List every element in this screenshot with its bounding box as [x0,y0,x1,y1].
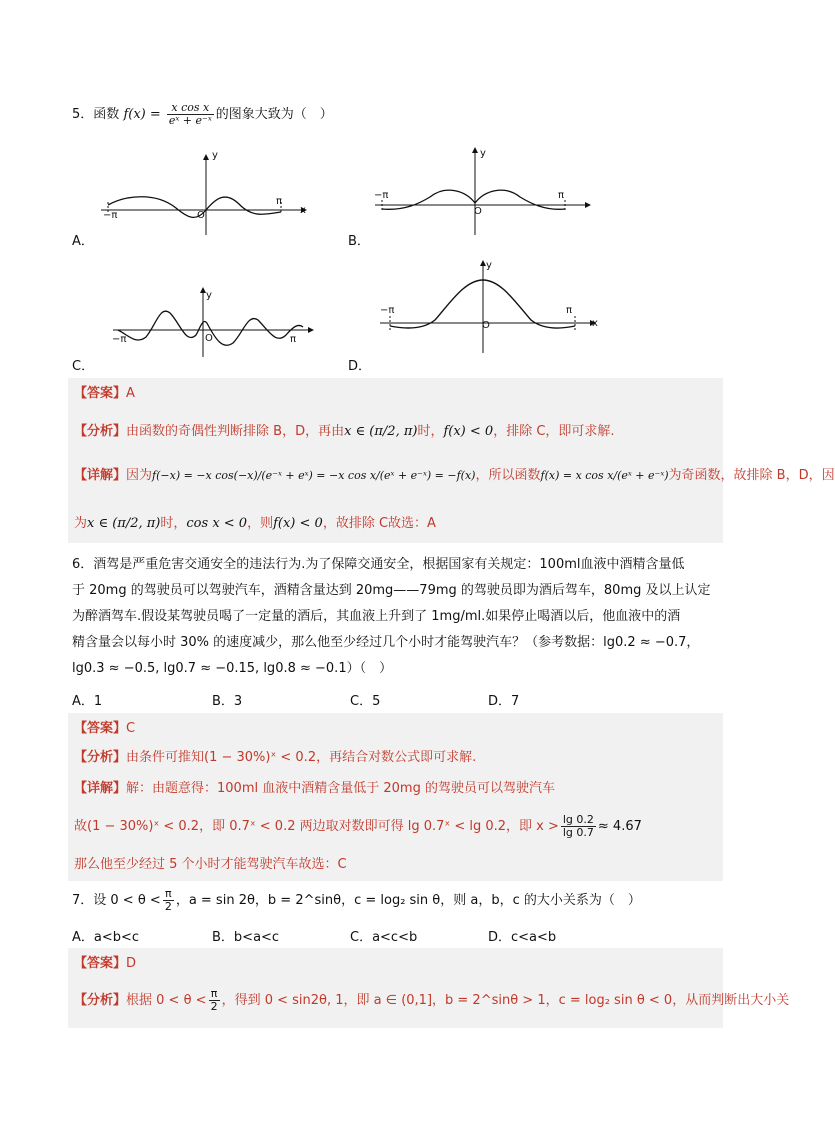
option-a-graph [96,150,316,240]
q6-analysis: 【分析】由条件可推知(1 − 30%)ˣ < 0.2，再结合对数公式即可求解. [74,750,477,765]
graph-c-origin: O [205,333,213,344]
curve [108,197,281,218]
q6-line-5: lg0.3 ≈ −0.5, lg0.7 ≈ −0.15, lg0.8 ≈ −0.1）（ ） [72,661,393,676]
q5-fraction [167,102,214,127]
q5-analysis: 【分析】由函数的奇偶性判断排除 B，D，再由x ∈ (π/2, π)时，f(x) < 0，排除 C，即可求解. [74,424,615,439]
q5-stem-post: 的图象大致为（ ） [215,107,333,122]
q6-line-1: 6．酒驾是严重危害交通安全的违法行为.为了保障交通安全，根据国家有关规定：100ml血液中酒精含量低 [72,557,685,572]
q5-number: 5． [72,107,94,122]
graph-c-y: y [206,290,212,301]
q5-stem [72,102,333,127]
q5-answer: 【答案】A [74,386,135,401]
option-b-graph [370,145,600,240]
graph-b-y: y [480,148,486,159]
option-a-label[interactable]: A． [72,234,94,249]
q6-detail-2: 故(1 − 30%)ˣ < 0.2，即 0.7ˣ < 0.2 两边取对数即可得 lg 0.7ˣ < lg 0.2，即 x > $\frac{\lg 0.2}{\lg 0.7}$ ≈ 4.67 [74,813,642,839]
graph-a-x: x [300,205,306,216]
q7-solution [68,948,790,1028]
q7-choice-c[interactable]: C．a<c<b [350,930,418,945]
option-c-label[interactable]: C． [72,359,95,374]
graph-d-y: y [486,260,492,271]
graph-b-origin: O [474,206,482,217]
q6-detail-3: 那么他至少经过 5 个小时才能驾驶汽车故选：C [74,857,347,872]
q6-line-3: 为醉酒驾车.假设某驾驶员喝了一定量的酒后，其血液上升到了 1mg/ml.如果停止喝酒以后，他血液中的酒 [72,609,681,624]
q6-line-2: 于 20mg 的驾驶员可以驾驶汽车，酒精含量达到 20mg——79mg 的驾驶员即为酒后驾车，80mg 及以上认定 [72,583,711,598]
q6-detail: 【详解】解：由题意得：100ml 血液中酒精含量低于 20mg 的驾驶员可以驾驶汽车 [74,781,555,796]
graph-d-pi: π [566,305,573,316]
graph-a-y: y [212,150,218,161]
q6-line-4: 精含量会以每小时 30% 的速度减少，那么他至少经过几个小时才能驾驶汽车？（参考数据：lg0.2 ≈ −0.7， [72,635,700,650]
y-axis-arrow-icon [203,154,209,160]
graph-b-pi: π [558,190,565,201]
graph-c-pi: π [290,334,297,345]
graph-a-pi: π [276,196,283,207]
x-axis-arrow-icon [585,202,591,208]
q5-func: f(x) = [123,107,161,122]
q7-choice-a[interactable]: A．a<b<c [72,930,140,945]
q7-analysis: 【分析】根据 0 < θ < $\frac{\pi}{2}$ ，得到 0 < sin2θ, 1，即 a ∈ (0,1]，b = 2^sinθ > 1，c = log₂ sin θ < 0，从而判断出大小关 [74,987,790,1013]
graph-b-neg-pi: −π [374,190,389,201]
q5-stem-pre: 函数 [93,107,120,122]
option-d-label[interactable]: D． [348,359,372,374]
q7-stem: 7．设 0 < θ < $\frac{\pi}{2}$ ，a = sin 2θ，b = 2^sinθ，c = log₂ sin θ，则 a，b，c 的大小关系为（ ） [72,887,641,913]
q6-answer: 【答案】C [74,721,136,736]
y-axis-arrow-icon [472,147,478,153]
graph-c-neg-pi: −π [112,334,127,345]
graph-d-origin: O [482,320,490,331]
option-c-graph [108,285,323,360]
graph-d-x: x [592,318,598,329]
graph-a-neg-pi: −π [103,210,118,221]
q7-answer: 【答案】D [74,956,137,971]
q6-choice-a[interactable]: A．1 [72,694,103,709]
q6-choice-d[interactable]: D．7 [488,694,520,709]
graph-d-neg-pi: −π [380,305,395,316]
q6-choice-c[interactable]: C．5 [350,694,381,709]
x-axis-arrow-icon [308,327,314,333]
q6-choice-b[interactable]: B．3 [212,694,243,709]
q5-solution [68,378,835,543]
q7-choice-b[interactable]: B．b<a<c [212,930,280,945]
graph-a-origin: O [197,210,205,221]
option-b-label[interactable]: B． [348,234,370,249]
q6-solution [68,713,723,881]
q5-detail-2: 为x ∈ (π/2, π)时，cos x < 0，则f(x) < 0，故排除 C故选：A [74,516,436,531]
q5-frac-num: x cos x [167,102,214,115]
q5-detail: 【详解】因为f(−x) = −x cos(−x)/(e⁻ˣ + eˣ) = −x cos x/(eˣ + e⁻ˣ) = −f(x)，所以函数f(x) = x cos x/(eˣ + e⁻ˣ)为奇函数，故排除 B，D，因 [74,468,835,483]
q5-frac-den: eˣ + e⁻ˣ [168,114,212,127]
q7-choice-d[interactable]: D．c<a<b [488,930,557,945]
